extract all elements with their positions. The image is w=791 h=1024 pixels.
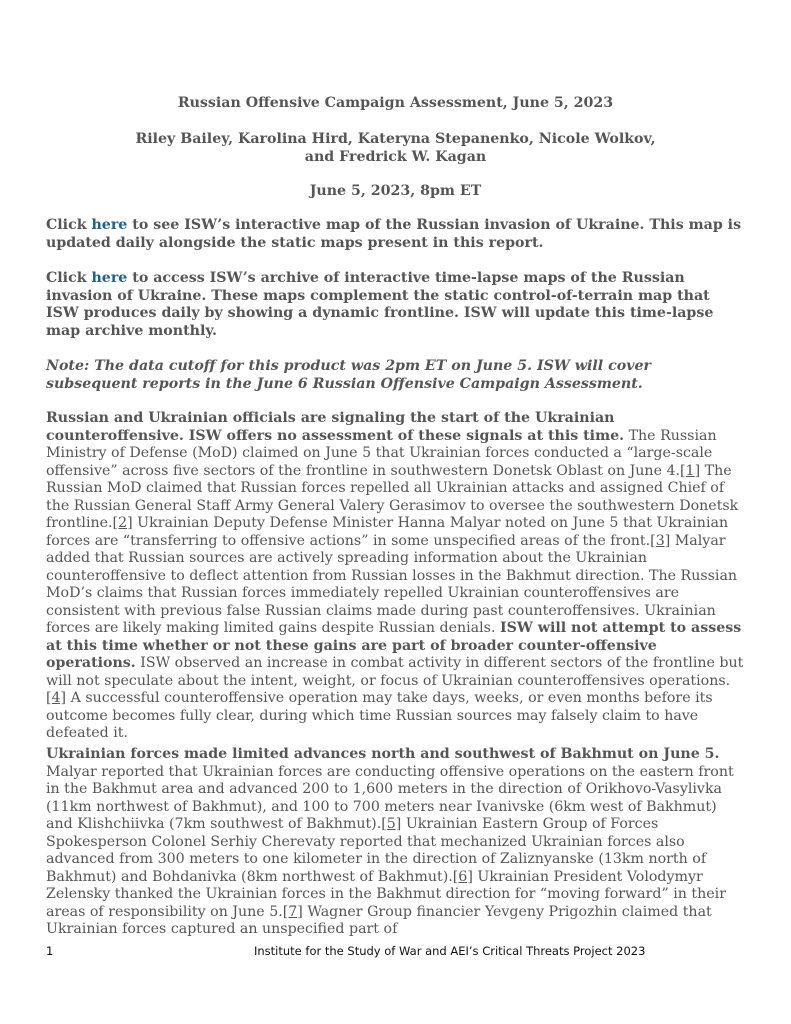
report-title: Russian Offensive Campaign Assessment, June 5, 2023 [177,95,614,111]
text-span: ISW observed an increase in combat activity in different sectors of the frontline but will not speculate about the intent, weight, or focus of Ukrainian counteroffensives operations. [46,655,744,689]
text-span: to access ISW’s archive of interactive time-lapse maps of the Russian invasion of Ukraine. These maps complement the static control-of-terrain map that ISW produces daily by showing a dynamic frontline. ISW will update this time-lapse map archive monthly. [46,270,714,339]
interactive-map-paragraph [46,217,746,252]
text-span: Ukrainian President Volodymyr Zelensky thanked the Ukrainian forces in the Bakhmut direction for “moving forward” in their areas of responsibility on June 5. [46,868,726,920]
key-assessment: ISW will not attempt to assess at this time whether or not these gains are part of broader counter-offensive operations. [46,620,742,671]
footnote-link[interactable]: [5] [381,816,402,832]
text-span: Click [46,217,92,233]
text-span: The Russian MoD claimed that Russian forces repelled all Ukrainian attacks and assigned Chief of the Russian General Staff Army General Valery Gerasimov to oversee the southwestern Donetsk frontline. [46,462,739,531]
footnote-link[interactable]: [6] [452,868,473,885]
text-span: Malyar added that Russian sources are actively spreading information about the Ukrainian counteroffensive to deflect attention from Russian losses in the Bakhmut direction. The Russian MoD’s claims that Russian forces immediately repelled Ukrainian counteroffensives are consistent with previous false Russian claims made during past counteroffensives. Ukrainian forces are likely making limited gains despite Russian denials. [46,532,738,636]
footnote-link[interactable]: [2] [112,515,133,531]
text-span: Wagner Group financier Yevgeny Prigozhin claimed that Ukrainian forces captured an unspecified part of [46,903,712,937]
lead-sentence: Russian and Ukrainian officials are signaling the start of the Ukrainian counteroffensive. ISW offers no assessment of these signals at this time. [46,410,625,444]
authors-line-1: Riley Bailey, Karolina Hird, Kateryna Stepanenko, Nicole Wolkov, [135,131,656,147]
page-number: 1 [46,944,54,958]
footnote-link[interactable]: [7] [282,903,303,920]
footnote-link[interactable]: [3] [650,532,671,549]
interactive-map-link[interactable]: here [91,217,128,233]
timelapse-archive-paragraph [46,270,746,340]
data-cutoff-note: Note: The data cutoff for this product was 2pm ET on June 5. ISW will cover subsequent reports in the June 6 Russian Offensive Campaign Assessment. [46,358,651,392]
footnote-link[interactable]: [4] [46,690,67,706]
footer-organization: Institute for the Study of War and AEI’s Critical Threats Project 2023 [254,944,646,958]
text-span: A successful counteroffensive operation may take days, weeks, or even months before its outcome becomes fully clear, during which time Russian sources may falsely claim to have defeated it. [46,690,713,741]
report-date: June 5, 2023, 8pm ET [309,183,482,199]
footnote-link[interactable]: [1] [680,462,701,479]
authors-line-2: and Fredrick W. Kagan [304,149,487,165]
text-span: to see ISW’s interactive map of the Russian invasion of Ukraine. This map is updated daily alongside the static maps present in this report. [46,217,742,251]
text-span: Ukrainian Deputy Defense Minister Hanna Malyar noted on June 5 that Ukrainian forces are “transferring to offensive actions” in some unspecified areas of the front. [46,515,729,549]
text-span: Malyar reported that Ukrainian forces are conducting offensive operations on the eastern front in the Bakhmut area and advanced 200 to 1,600 meters in the direction of Orikhovo-Vasylivka (11km northwest of Bakhmut), and 100 to 700 meters near Ivanivske (6km west of Bakhmut) and Klishchiivka (7km southwest of Bakhmut). [46,763,734,832]
lead-sentence: Ukrainian forces made limited advances north and southwest of Bakhmut on June 5. [46,746,720,762]
text-span: Click [46,270,92,286]
text-span: Ukrainian Eastern Group of Forces Spokesperson Colonel Serhiy Cherevaty reported that mechanized Ukrainian forces also advanced from 300 meters to one kilometer in the direction of Zaliznyanske (13km north of Bakhmut) and Bohdanivka (8km northwest of Bakhmut). [46,816,707,885]
timelapse-archive-link[interactable]: here [91,270,128,286]
text-span: The Russian Ministry of Defense (MoD) claimed on June 5 that Ukrainian forces conducted a “large-scale offensive” across five sectors of the frontline in southwestern Donetsk Oblast on June 4. [46,427,717,479]
counteroffensive-paragraph [46,410,746,743]
bakhmut-paragraph [46,746,746,939]
